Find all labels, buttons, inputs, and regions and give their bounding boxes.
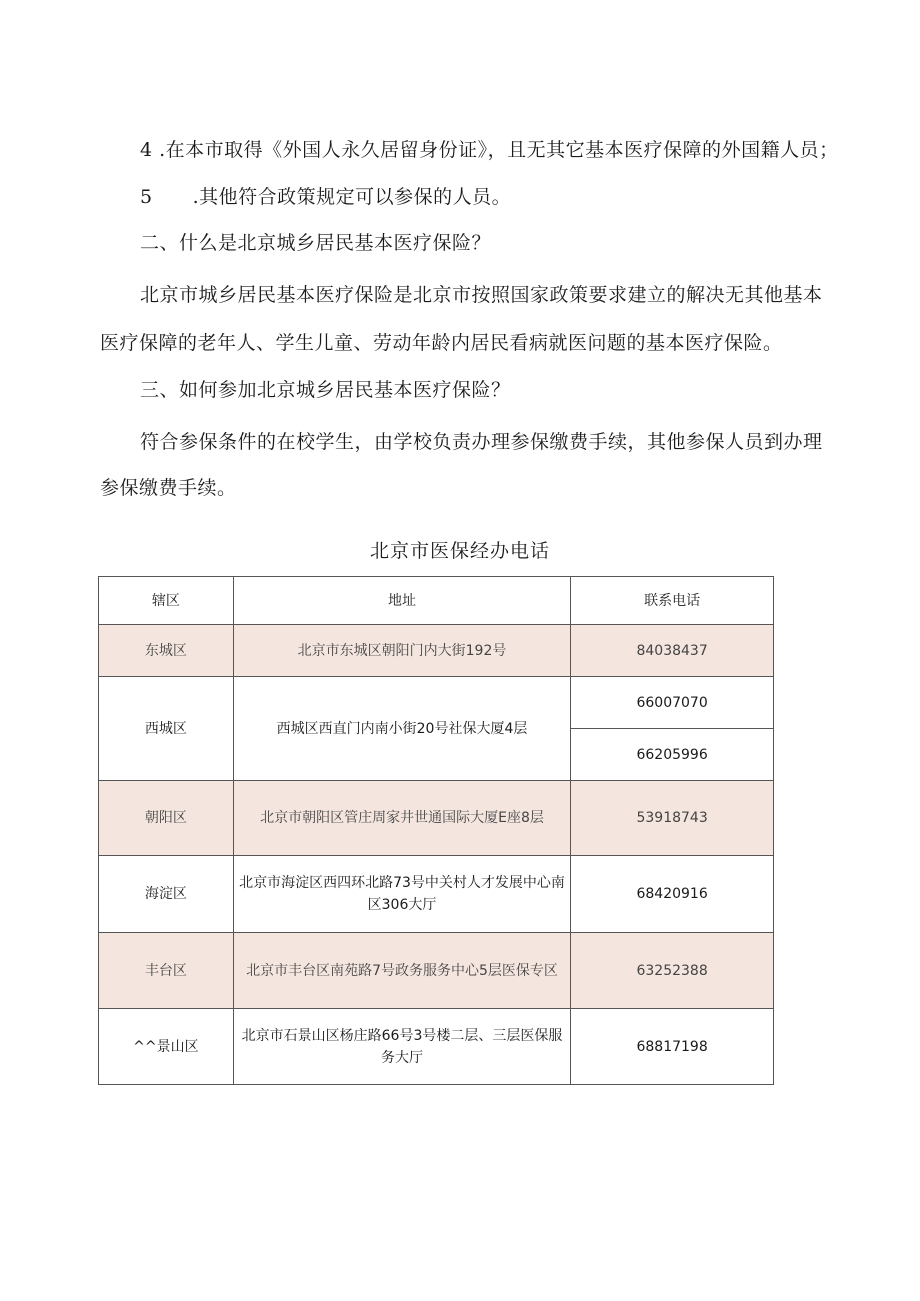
body-2-line-1: 北京市城乡居民基本医疗保险是北京市按照国家政策要求建立的解决无其他基本 [140,284,823,306]
table-row [99,781,774,856]
paragraph-item-5 [140,188,920,207]
phone-cell: 68817198 [571,1009,774,1085]
item-5-number: 5 [140,186,153,208]
district-cell: 东城区 [99,625,234,677]
paragraph-2-line-2 [100,334,880,353]
section-heading-3 [140,381,920,400]
phone-cell: 53918743 [571,781,774,856]
phone-cell: 84038437 [571,625,774,677]
header-district: 辖区 [99,577,234,625]
paragraph-3-line-1 [140,433,920,452]
header-address: 地址 [233,577,570,625]
heading-2-text: 二、什么是北京城乡居民基本医疗保险？ [140,232,492,254]
item-5-text: .其他符合政策规定可以参保的人员。 [192,186,512,208]
header-phone: 联系电话 [571,577,774,625]
address-cell: 西城区西直门内南小街20号社保大厦4层 [233,677,570,781]
address-cell: 北京市丰台区南苑路7号政务服务中心5层医保专区 [233,933,570,1009]
item-4-text: 4 .在本市取得《外国人永久居留身份证》，且无其它基本医疗保障的外国籍人员； [140,139,839,161]
district-cell: 西城区 [99,677,234,781]
table-row [99,933,774,1009]
address-cell: 北京市朝阳区管庄周家井世通国际大厦E座8层 [233,781,570,856]
district-cell: ^^景山区 [99,1009,234,1085]
table-row [99,856,774,933]
district-cell: 丰台区 [99,933,234,1009]
table-row [99,677,774,729]
address-cell [233,1009,570,1085]
phone-cell: 66205996 [571,729,774,781]
paragraph-2-line-1 [140,286,920,305]
address-cell [233,856,570,933]
body-3-line-1: 符合参保条件的在校学生，由学校负责办理参保缴费手续，其他参保人员到办理 [140,431,823,453]
phone-cell: 63252388 [571,933,774,1009]
body-2-line-2: 医疗保障的老年人、学生儿童、劳动年龄内居民看病就医问题的基本医疗保险。 [100,332,783,354]
address-line-1: 北京市海淀区西四环北路73号中关村人才发展中心南 [239,875,565,891]
body-3-line-2: 参保缴费手续。 [100,477,237,499]
address-cell: 北京市东城区朝阳门内大街192号 [233,625,570,677]
section-heading-2 [140,234,920,253]
address-line-1: 北京市石景山区杨庄路66号3号楼二层、三层医保服 [241,1027,563,1044]
table-header-row [99,577,774,625]
district-cell: 朝阳区 [99,781,234,856]
address-line-2: 区306大厅 [367,897,437,913]
table-row [99,625,774,677]
heading-3-text: 三、如何参加北京城乡居民基本医疗保险？ [140,379,511,401]
district-cell: 海淀区 [99,856,234,933]
phone-cell: 68420916 [571,856,774,933]
contact-table [98,576,774,1085]
table-title: 北京市医保经办电话 [369,540,550,562]
paragraph-item-4 [140,141,920,160]
phone-cell: 66007070 [571,677,774,729]
address-line-2: 务大厅 [381,1049,423,1066]
paragraph-3-line-2 [100,479,880,498]
table-row [99,1009,774,1085]
